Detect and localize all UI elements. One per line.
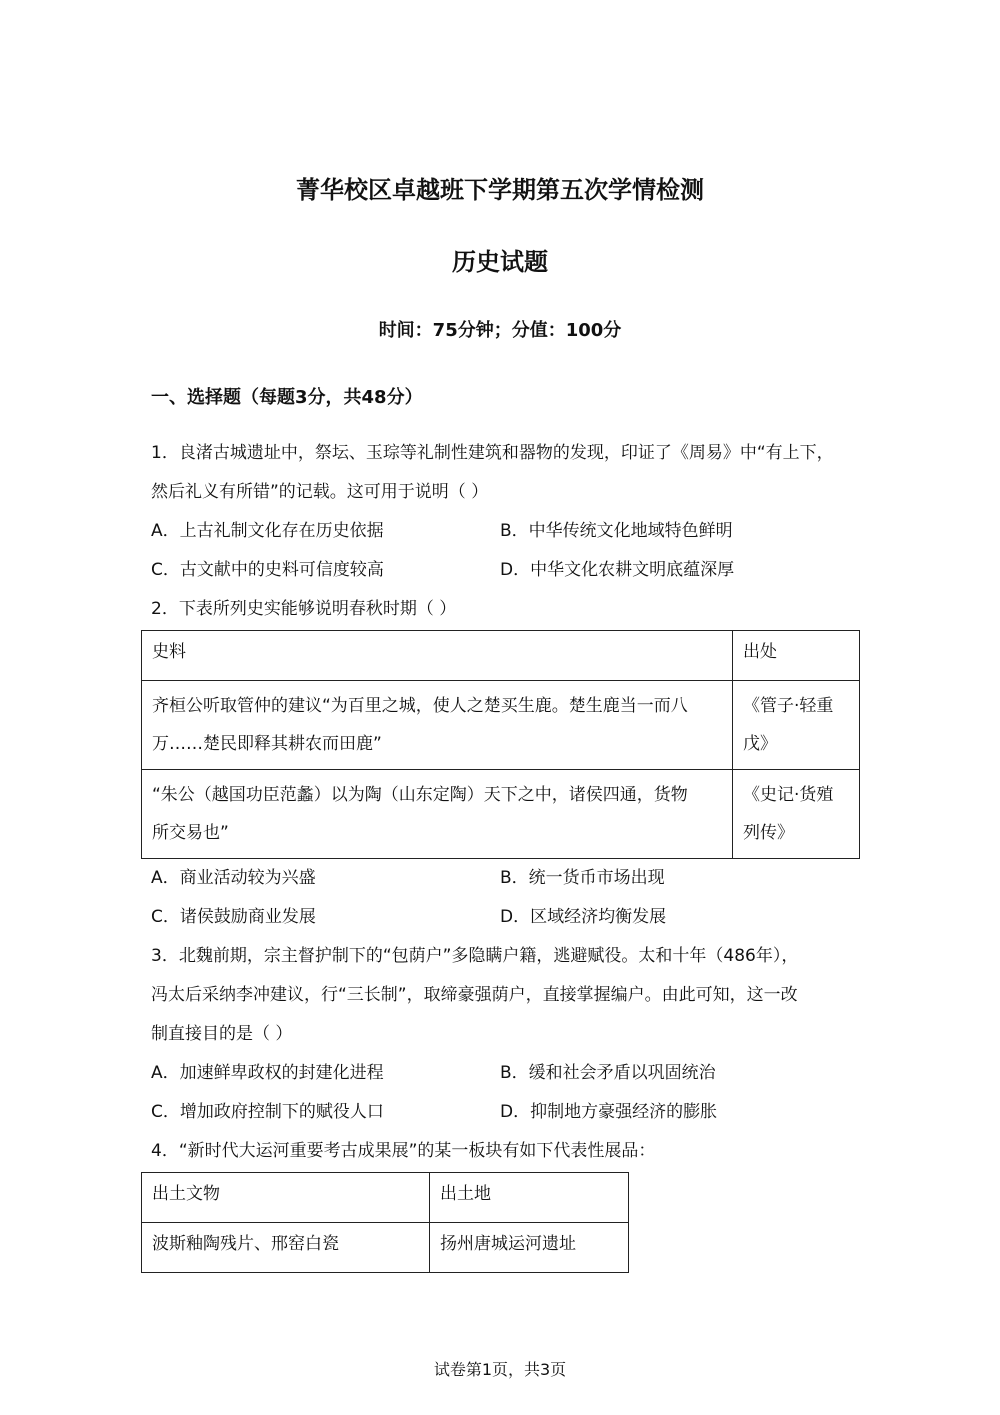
table-cell <box>142 770 733 859</box>
table-cell <box>733 681 860 770</box>
q3-option-c: C．增加政府控制下的赋役人口 <box>151 1102 384 1122</box>
table-header-cell: 出土地 <box>430 1173 629 1223</box>
table-cell: 扬州唐城运河遗址 <box>430 1223 629 1273</box>
q1-option-b: B．中华传统文化地域特色鲜明 <box>500 521 733 541</box>
q3-option-a: A．加速鲜卑政权的封建化进程 <box>151 1063 384 1083</box>
table-header-cell: 史料 <box>142 631 733 681</box>
q2-option-a: A．商业活动较为兴盛 <box>151 868 316 888</box>
cell-line: 《管子·轻重 <box>743 696 834 716</box>
exam-subject: 历史试题 <box>452 248 548 276</box>
q1-option-c: C．古文献中的史料可信度较高 <box>151 560 384 580</box>
q1-stem-line2: 然后礼义有所错”的记载。这可用于说明（ ） <box>151 482 489 502</box>
q1-stem-line1: 1．良渚古城遗址中，祭坛、玉琮等礼制性建筑和器物的发现，印证了《周易》中“有上下， <box>151 443 834 463</box>
q3-option-b: B．缓和社会矛盾以巩固统治 <box>500 1063 716 1083</box>
cell-line: 齐桓公听取管仲的建议“为百里之城，使人之楚买生鹿。楚生鹿当一而八 <box>152 696 688 716</box>
cell-line: 所交易也” <box>152 823 229 843</box>
cell-line: 《史记·货殖 <box>743 785 834 805</box>
q3-stem-line3: 制直接目的是（ ） <box>151 1024 293 1044</box>
table-row <box>142 770 860 859</box>
table-header-cell: 出土文物 <box>142 1173 430 1223</box>
table-cell: 波斯釉陶残片、邢窑白瓷 <box>142 1223 430 1273</box>
exam-info: 时间：75分钟；分值：100分 <box>378 320 622 341</box>
table-cell <box>733 770 860 859</box>
page-footer: 试卷第1页，共3页 <box>433 1360 567 1379</box>
q2-table <box>141 630 860 859</box>
table-row <box>142 1223 629 1273</box>
cell-line: 列传》 <box>743 823 794 843</box>
q4-stem: 4．“新时代大运河重要考古成果展”的某一板块有如下代表性展品： <box>151 1141 656 1161</box>
section-title: 一、选择题（每题3分，共48分） <box>151 387 423 408</box>
cell-line: 万……楚民即释其耕农而田鹿” <box>152 734 382 754</box>
q4-table <box>141 1172 629 1273</box>
q1-option-a: A．上古礼制文化存在历史依据 <box>151 521 384 541</box>
table-row <box>142 681 860 770</box>
q2-option-d: D．区域经济均衡发展 <box>500 907 667 927</box>
cell-line: 戊》 <box>743 734 777 754</box>
table-header-cell: 出处 <box>733 631 860 681</box>
exam-title: 菁华校区卓越班下学期第五次学情检测 <box>296 176 704 204</box>
table-cell <box>142 681 733 770</box>
table-header-row <box>142 631 860 681</box>
q2-option-c: C．诸侯鼓励商业发展 <box>151 907 316 927</box>
q3-option-d: D．抑制地方豪强经济的膨胀 <box>500 1102 718 1122</box>
q1-option-d: D．中华文化农耕文明底蕴深厚 <box>500 560 735 580</box>
q2-option-b: B．统一货币市场出现 <box>500 868 665 888</box>
q3-stem-line1: 3．北魏前期，宗主督护制下的“包荫户”多隐瞒户籍，逃避赋役。太和十年（486年）， <box>151 946 799 966</box>
cell-line: “朱公（越国功臣范蠡）以为陶（山东定陶）天下之中，诸侯四通，货物 <box>152 785 688 805</box>
q2-stem: 2．下表所列史实能够说明春秋时期（ ） <box>151 599 457 619</box>
table-header-row <box>142 1173 629 1223</box>
q3-stem-line2: 冯太后采纳李冲建议，行“三长制”，取缔豪强荫户，直接掌握编户。由此可知，这一改 <box>151 985 798 1005</box>
